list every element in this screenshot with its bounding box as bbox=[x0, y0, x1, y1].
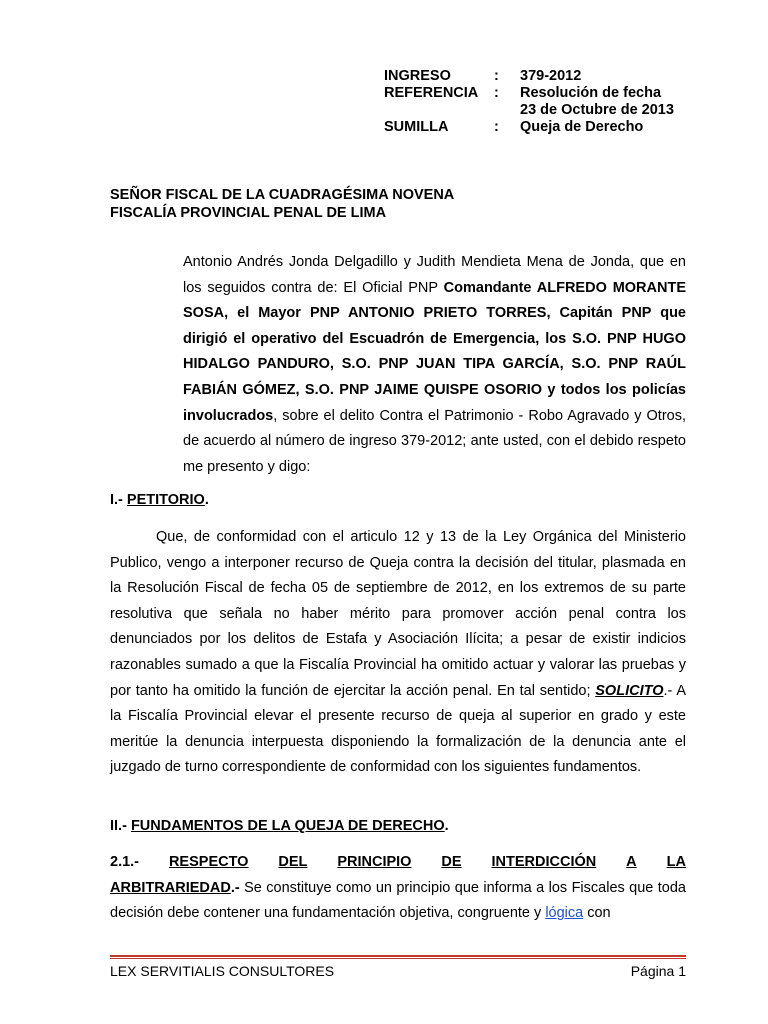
section-suffix: . bbox=[444, 818, 449, 834]
subheading-number: 2.1.- bbox=[110, 854, 140, 870]
header-value: 379-2012 bbox=[520, 68, 582, 84]
header-row-referencia-date bbox=[384, 102, 690, 119]
header-row-ingreso bbox=[384, 68, 690, 85]
page-footer bbox=[110, 963, 686, 979]
header-key: INGRESO bbox=[384, 68, 451, 84]
intro-defendants: Comandante ALFREDO MORANTE SOSA, el Mayor PNP ANTONIO PRIETO TORRES, Capitán PNP que dirigió el operativo del Escuadrón de Emergencia, los S.O. PNP HUGO HIDALGO PANDURO, S.O. PNP JUAN TIPA GARCÍA, S.O. PNP RAÚL FABIÁN GÓMEZ, S.O. PNP JAIME QUISPE OSORIO y todos los policías involucrados bbox=[183, 279, 686, 424]
section-heading-petitorio bbox=[110, 492, 209, 508]
addressee-line: SEÑOR FISCAL DE LA CUADRAGÉSIMA NOVENA bbox=[110, 187, 455, 203]
subheading-suffix: .- bbox=[230, 879, 240, 896]
header-row-sumilla bbox=[384, 119, 690, 136]
subheading-word: RESPECTO bbox=[168, 854, 249, 870]
header-sep: : bbox=[494, 119, 499, 135]
body-text: .- A la Fiscalía Provincial elevar el presente recurso de queja al superior en grado y este meritúe la denuncia interpuesta disponiendo la formalización de la denuncia ante el juzgado de turno correspondiente de conformidad con los siguientes fundamentos. bbox=[110, 682, 686, 776]
header-key bbox=[384, 102, 494, 119]
fundamento-text bbox=[110, 876, 686, 927]
section-title: FUNDAMENTOS DE LA QUEJA DE DERECHO bbox=[130, 818, 445, 834]
subheading-line bbox=[110, 850, 686, 876]
footer-divider bbox=[110, 955, 686, 957]
section-heading-fundamentos bbox=[110, 818, 449, 834]
body-text: Que, de conformidad con el articulo 12 y 13 de la Ley Orgánica del Ministerio Publico, vengo a interponer recurso de Queja contra la decisión del titular, plasmada en la Resolución Fiscal de fecha 05 de septiembre de 2012, en los extremos de su parte resolutiva que señala no haber mérito para promover acción penal contra los denunciados por los delitos de Estafa y Asociación Ilícita; a pesar de existir indicios razonables sumado a que la Fiscalía Provincial ha omitido actuar y valorar las pruebas y por tanto ha omitido la función de ejercitar la acción penal. En tal sentido; bbox=[110, 529, 686, 699]
section-title: PETITORIO bbox=[126, 492, 205, 508]
header-key: REFERENCIA bbox=[384, 85, 479, 101]
body-text: Se constituye como un principio que informa a los Fiscales que toda decisión debe contener una fundamentación objetiva, congruente y bbox=[110, 879, 686, 922]
header-value: Resolución de fecha bbox=[520, 85, 662, 101]
intro-paragraph bbox=[183, 250, 686, 480]
solicito-text: SOLICITO bbox=[595, 682, 664, 699]
subheading-word: DE bbox=[441, 854, 462, 870]
header-sep bbox=[494, 102, 520, 119]
body-text: con bbox=[583, 905, 611, 922]
section-suffix: . bbox=[204, 492, 209, 508]
addressee bbox=[110, 186, 454, 222]
header-sep: : bbox=[494, 85, 499, 101]
header-value: Queja de Derecho bbox=[520, 119, 644, 135]
section-number: I.- bbox=[110, 492, 127, 508]
case-header bbox=[384, 68, 690, 136]
subheading-word: PRINCIPIO bbox=[337, 854, 412, 870]
footer-company: LEX SERVITIALIS CONSULTORES bbox=[110, 963, 335, 979]
subheading-word: LA bbox=[666, 854, 686, 870]
header-key: SUMILLA bbox=[384, 119, 449, 135]
fundamento-2-1-paragraph bbox=[110, 850, 686, 927]
footer-divider-thin bbox=[110, 958, 686, 959]
header-value: 23 de Octubre de 2013 bbox=[520, 102, 674, 118]
section-number: II.- bbox=[110, 818, 131, 834]
subheading-word: A bbox=[626, 854, 637, 870]
subheading-word: INTERDICCIÓN bbox=[491, 854, 597, 870]
header-row-referencia bbox=[384, 85, 690, 102]
intro-text: Antonio Andrés Jonda Delgadillo y Judith Mendieta Mena de Jonda, que en los seguidos contra de: El Oficial PNP bbox=[183, 254, 686, 296]
subheading-word: DEL bbox=[278, 854, 308, 870]
petitorio-paragraph bbox=[110, 525, 686, 781]
header-sep: : bbox=[494, 68, 499, 84]
addressee-line: FISCALÍA PROVINCIAL PENAL DE LIMA bbox=[110, 205, 387, 221]
logica-link[interactable]: lógica bbox=[545, 905, 584, 922]
subheading-word: ARBITRARIEDAD bbox=[110, 879, 231, 896]
page-number: Página 1 bbox=[630, 963, 686, 979]
intro-text: , sobre el delito Contra el Patrimonio - Robo Agravado y Otros, de acuerdo al número de ingreso 379-2012; ante usted, con el debido respeto me presento y digo: bbox=[183, 407, 686, 475]
